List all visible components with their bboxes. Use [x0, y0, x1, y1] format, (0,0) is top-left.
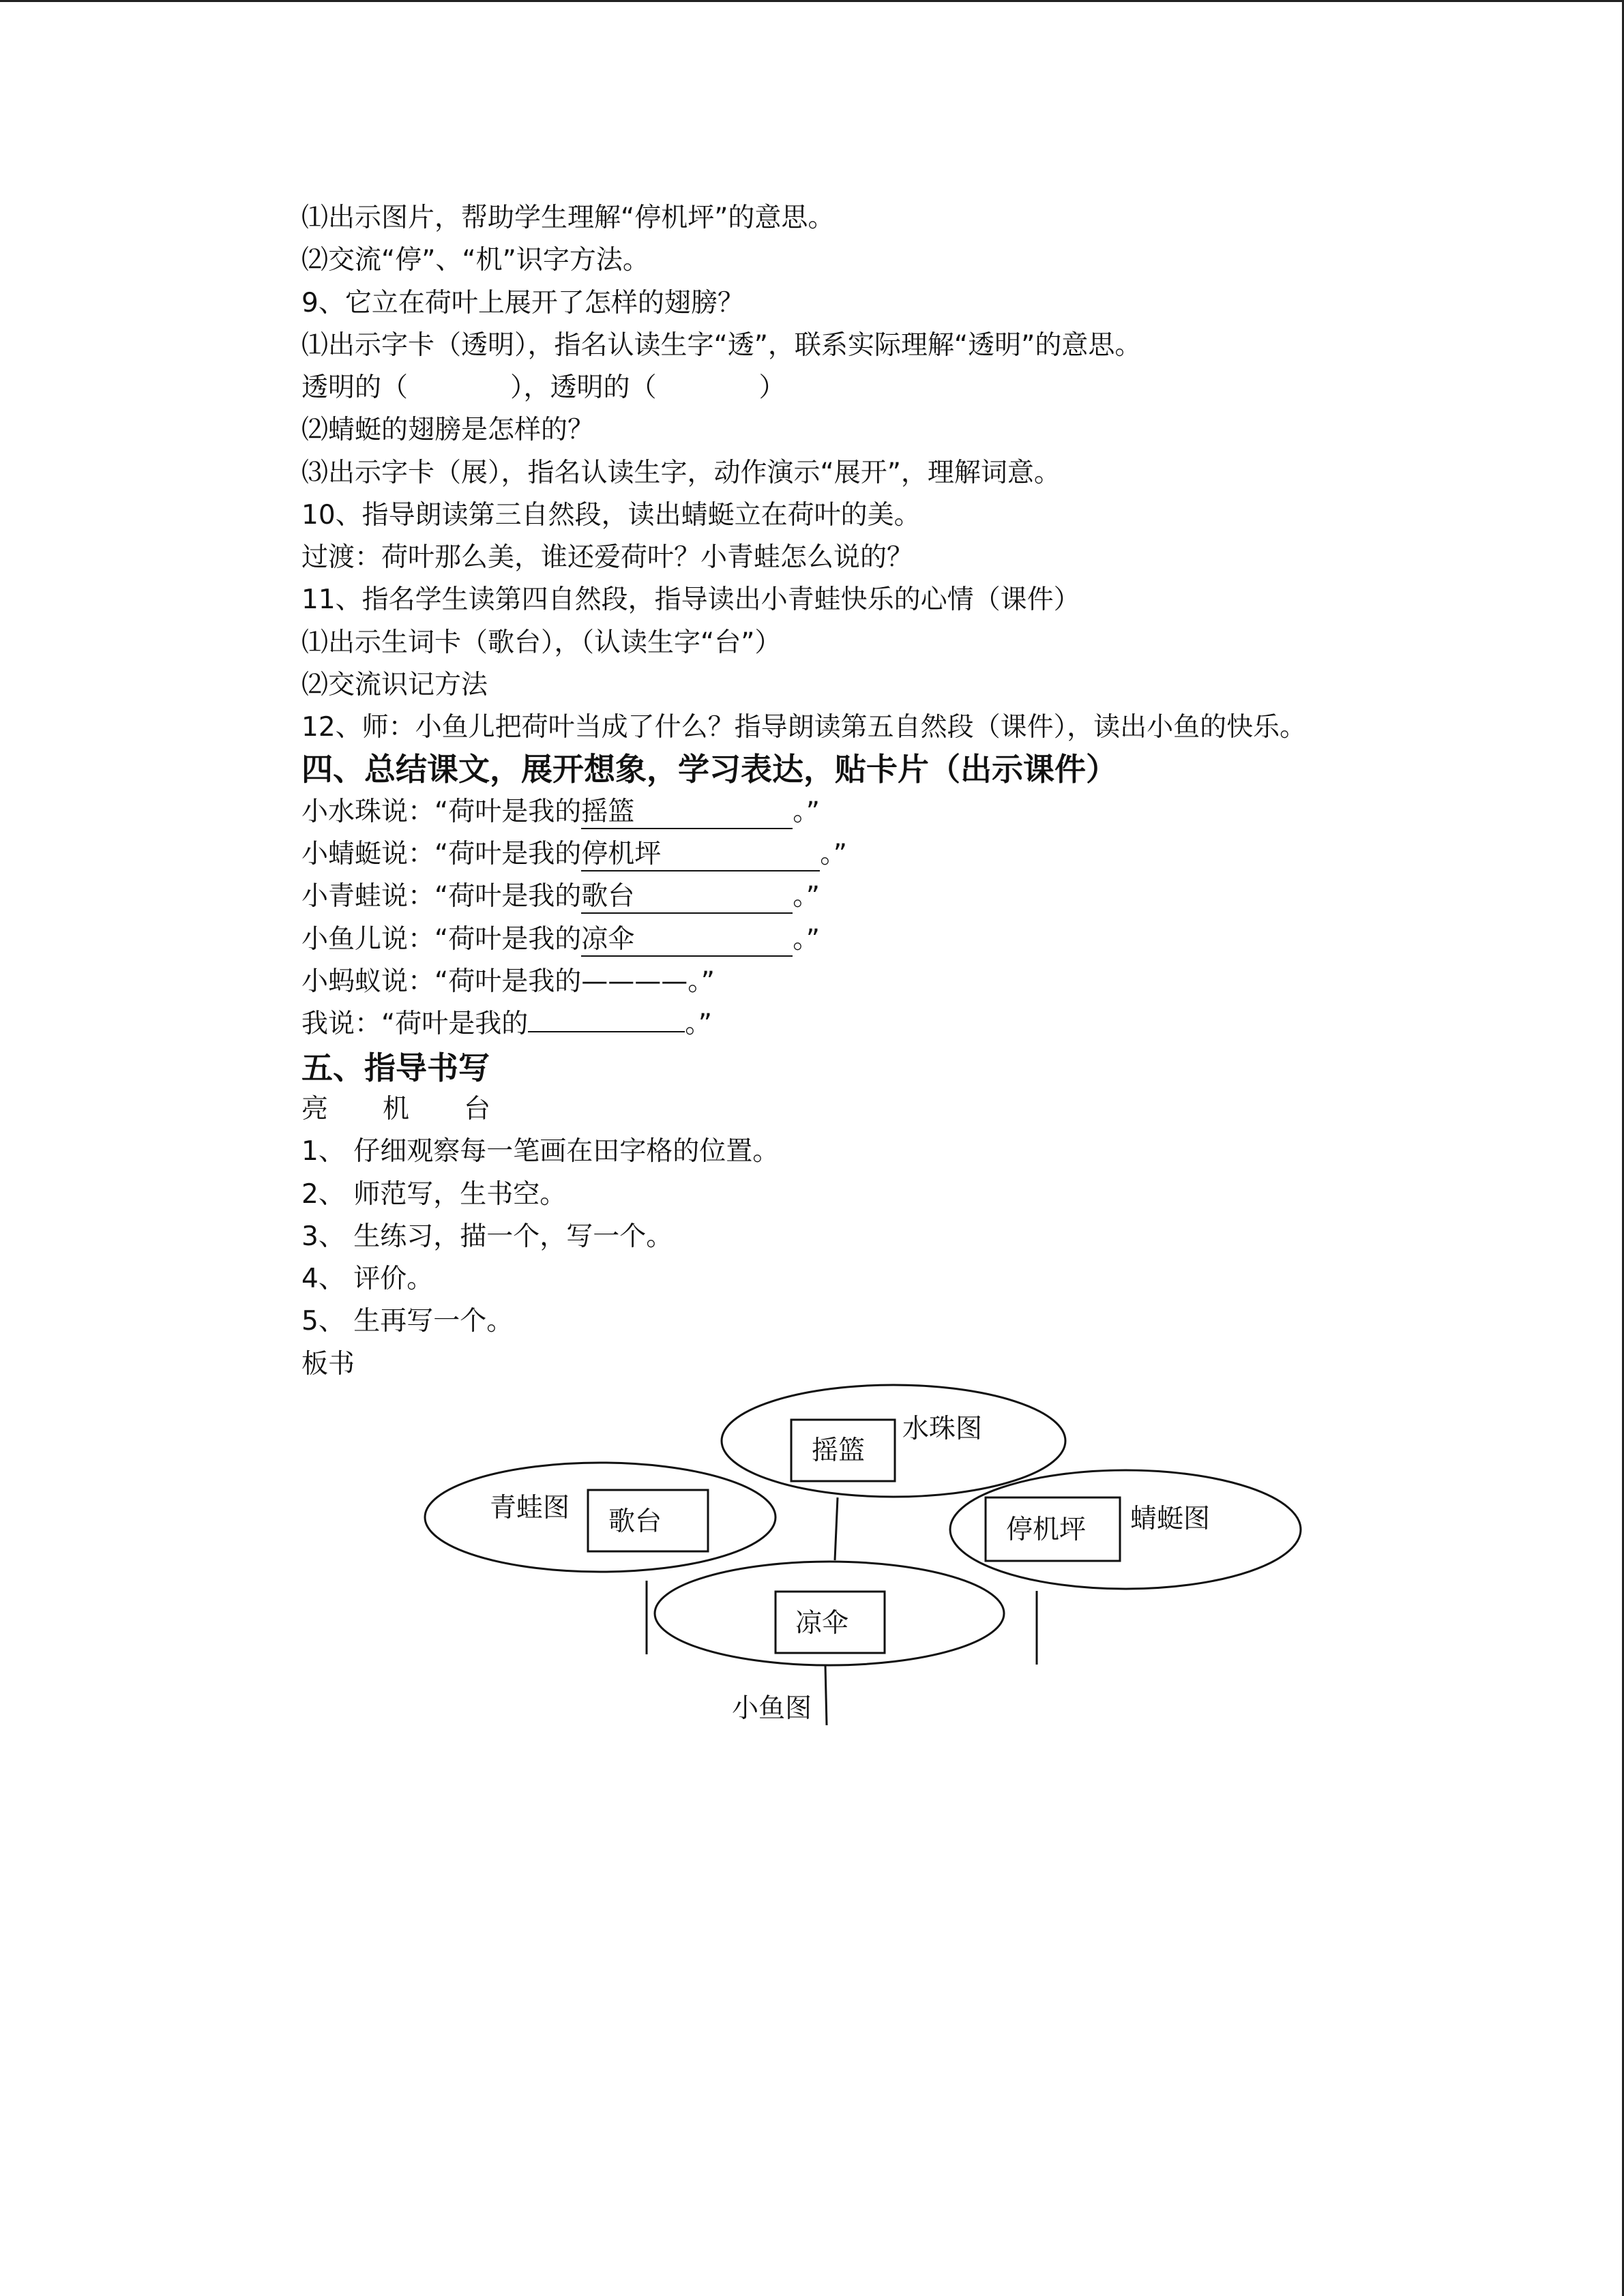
- fill-answer: 摇篮: [581, 796, 793, 829]
- step-item: 1、 仔细观察每一笔画在田字格的位置。: [301, 1136, 780, 1167]
- speaker-text: 小蜻蜓说：“荷叶是我的: [301, 839, 582, 869]
- section-heading: 四、总结课文，展开想象，学习表达，贴卡片（出示课件）: [301, 751, 1117, 788]
- practice-char: 机: [383, 1094, 410, 1124]
- speaker-text: 小青蛙说：“荷叶是我的: [301, 881, 582, 912]
- text-line: ⑴出示图片，帮助学生理解“停机坪”的意思。: [301, 203, 835, 233]
- row-end: 。”: [793, 924, 820, 955]
- text-line: ⑴出示生词卡（歌台），（认读生字“台”）: [301, 627, 782, 658]
- text-fragment: ）: [758, 372, 786, 403]
- text-line: ⑵蜻蜓的翅膀是怎样的？: [301, 415, 595, 445]
- top-picture-label: 水珠图: [902, 1414, 983, 1444]
- text-line: 过渡：荷叶那么美，谁还爱荷叶？小青蛙怎么说的？: [301, 542, 914, 573]
- practice-char: 亮: [301, 1094, 329, 1124]
- bottom-picture-label: 小鱼图: [732, 1693, 812, 1724]
- step-item: 4、 评价。: [301, 1264, 434, 1294]
- speaker-text: 小水珠说：“荷叶是我的: [301, 796, 582, 827]
- step-item: 5、 生再写一个。: [301, 1306, 514, 1337]
- left-card-label: 歌台: [608, 1506, 662, 1537]
- text-line: 10、指导朗读第三自然段，读出蜻蜓立在荷叶的美。: [301, 500, 921, 531]
- top-card-label: 摇篮: [812, 1435, 866, 1466]
- text-line: 11、指名学生读第四自然段，指导读出小青蛙快乐的心情（课件）: [301, 584, 1080, 615]
- fill-answer: 歌台: [581, 881, 793, 914]
- text-fragment: ），透明的（: [510, 372, 657, 403]
- row-end: 。”: [685, 1009, 712, 1039]
- right-ellipse: [950, 1470, 1301, 1589]
- board-label: 板书: [301, 1349, 355, 1380]
- left-ellipse: [425, 1463, 776, 1572]
- fill-answer: 凉伞: [581, 924, 793, 957]
- text-line: ⑶出示字卡（展），指名认读生字，动作演示“展开”，理解词意。: [301, 458, 1061, 488]
- right-card-label: 停机坪: [1006, 1515, 1087, 1545]
- step-item: 2、 师范写，生书空。: [301, 1179, 567, 1210]
- text-fragment: 透明的（: [301, 372, 409, 403]
- speaker-text: 我说：“荷叶是我的: [301, 1009, 529, 1039]
- text-line: 小蚂蚁说：“荷叶是我的————。”: [301, 966, 715, 997]
- top-ellipse: [722, 1385, 1065, 1497]
- left-picture-label: 青蛙图: [490, 1493, 570, 1523]
- section-heading: 五、指导书写: [301, 1049, 490, 1086]
- fill-answer: 停机坪: [581, 839, 820, 871]
- row-end: 。”: [793, 796, 820, 827]
- step-item: 3、 生练习，描一个，写一个。: [301, 1221, 673, 1252]
- speaker-text: 小鱼儿说：“荷叶是我的: [301, 924, 582, 955]
- right-picture-label: 蜻蜓图: [1130, 1504, 1211, 1534]
- text-line: 9、它立在荷叶上展开了怎样的翅膀？: [301, 288, 744, 318]
- connector-line: [825, 1665, 827, 1725]
- text-line: ⑴出示字卡（透明），指名认读生字“透”，联系实际理解“透明”的意思。: [301, 330, 1142, 361]
- text-line: 12、师：小鱼儿把荷叶当成了什么？指导朗读第五自然段（课件），读出小鱼的快乐。: [301, 712, 1307, 743]
- row-end: 。”: [820, 839, 847, 869]
- practice-char: 台: [464, 1094, 491, 1124]
- row-end: 。”: [793, 881, 820, 912]
- connector-line: [835, 1497, 838, 1560]
- text-line: ⑵交流识记方法: [301, 670, 488, 700]
- bottom-card-label: 凉伞: [795, 1608, 849, 1639]
- text-line: ⑵交流“停”、“机”识字方法。: [301, 245, 649, 275]
